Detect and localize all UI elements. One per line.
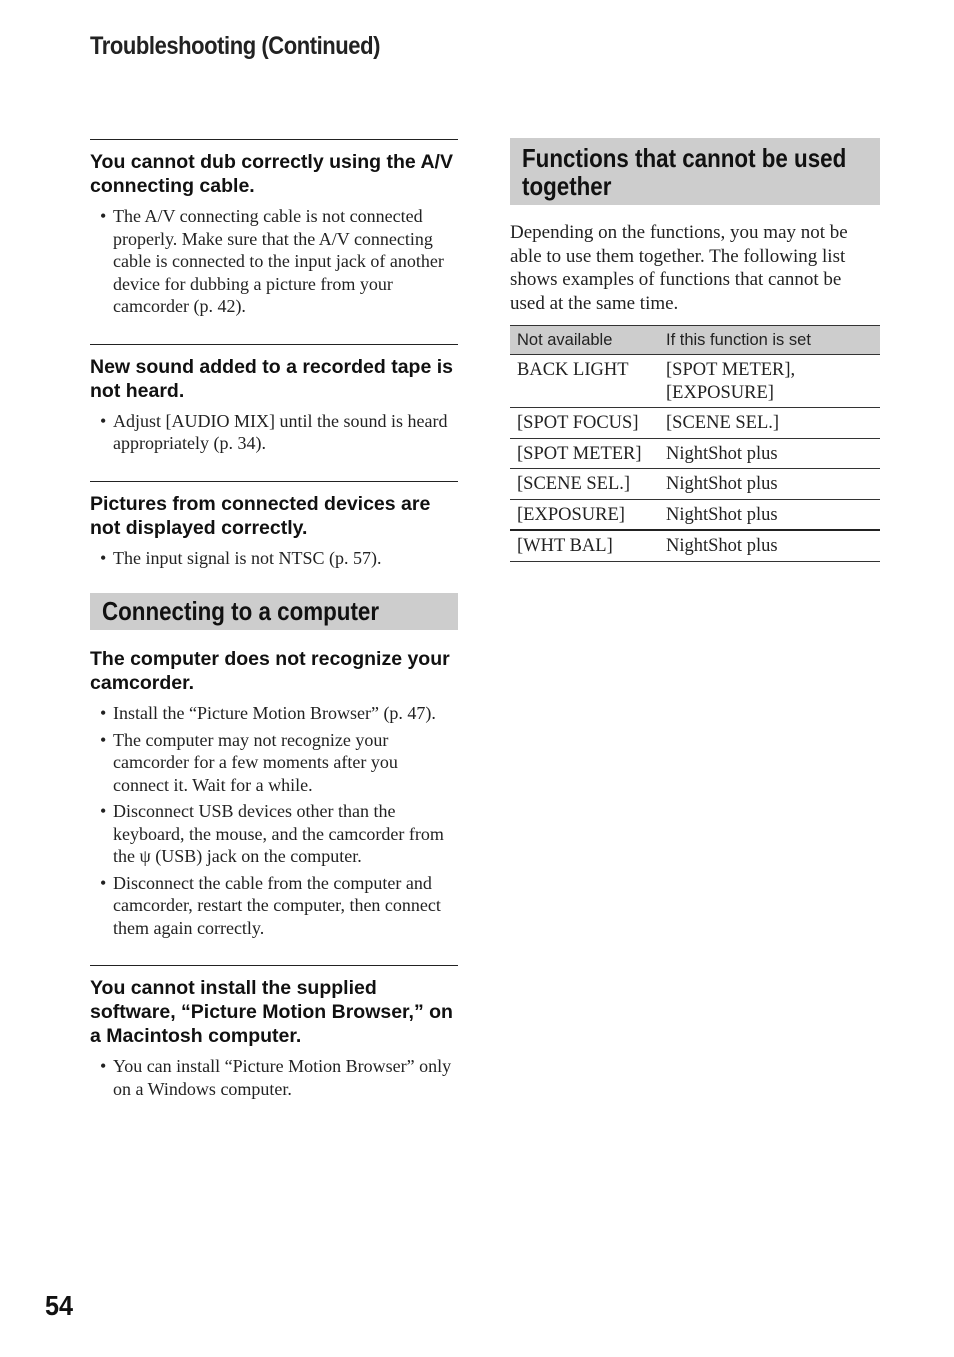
troubleshoot-item-computer xyxy=(90,630,458,939)
running-head: Troubleshooting (Continued) xyxy=(90,32,380,60)
section-heading-text: Functions that cannot be used together xyxy=(522,143,847,201)
answer-item: • Disconnect USB devices other than the keyboard, the mouse, and the camcorder from the ψ (USB) jack on the computer. xyxy=(113,800,458,868)
answer-list xyxy=(90,205,458,318)
intro-paragraph: Depending on the functions, you may not be able to use them together. The following list shows examples of functions that cannot be used at the same time. xyxy=(510,222,848,314)
table-row xyxy=(510,355,880,408)
cell-not-available: [SPOT METER] xyxy=(510,438,659,469)
cell-if-set: [SCENE SEL.] xyxy=(659,408,880,439)
cell-not-available: BACK LIGHT xyxy=(510,355,659,408)
table-header-row xyxy=(510,326,880,355)
question-heading: You cannot install the supplied software, “Picture Motion Browser,” on a Macintosh computer. xyxy=(90,977,453,1047)
cell-not-available: [EXPOSURE] xyxy=(510,499,659,530)
answer-item: • The computer may not recognize your camcorder for a few moments after you connect it. Wait for a while. xyxy=(113,729,458,797)
question-heading: New sound added to a recorded tape is not heard. xyxy=(90,355,453,402)
answer-item: • Install the “Picture Motion Browser” (p. 47). xyxy=(113,702,458,725)
answer-list xyxy=(90,410,458,455)
cell-if-set: NightShot plus xyxy=(659,469,880,500)
table-row xyxy=(510,469,880,500)
troubleshoot-item-pictures xyxy=(90,481,458,570)
cell-if-set: NightShot plus xyxy=(659,530,880,561)
right-column xyxy=(510,138,880,562)
answer-item: • You can install “Picture Motion Browser” only on a Windows computer. xyxy=(113,1055,458,1100)
page-number: 54 xyxy=(45,1290,74,1321)
column-header-not-available: Not available xyxy=(510,326,659,355)
answer-list xyxy=(90,1055,458,1100)
cell-if-set: NightShot plus xyxy=(659,438,880,469)
table-row xyxy=(510,530,880,561)
cell-not-available: [SPOT FOCUS] xyxy=(510,408,659,439)
troubleshoot-item-sound xyxy=(90,344,458,455)
answer-item: • The A/V connecting cable is not connected properly. Make sure that the A/V connecting cable is connected to the input jack of another device for dubbing a picture from your camcorder (p. 42). xyxy=(113,205,458,318)
answer-item: • Adjust [AUDIO MIX] until the sound is heard appropriately (p. 34). xyxy=(113,410,458,455)
troubleshoot-item-dubbing xyxy=(90,139,458,318)
section-heading-functions xyxy=(510,138,880,205)
cell-not-available: [WHT BAL] xyxy=(510,530,659,561)
question-heading: Pictures from connected devices are not displayed correctly. xyxy=(90,492,431,539)
answer-item: • Disconnect the cable from the computer and camcorder, restart the computer, then connect them again correctly. xyxy=(113,872,458,940)
left-column xyxy=(90,139,458,1104)
question-heading: You cannot dub correctly using the A/V connecting cable. xyxy=(90,151,453,197)
question-heading: The computer does not recognize your camcorder. xyxy=(90,648,450,694)
answer-list xyxy=(90,702,458,939)
table-row xyxy=(510,438,880,469)
troubleshoot-item-macintosh xyxy=(90,965,458,1100)
column-header-if-set: If this function is set xyxy=(659,326,880,355)
cell-if-set: NightShot plus xyxy=(659,499,880,530)
table-row xyxy=(510,408,880,439)
answer-item: • The input signal is not NTSC (p. 57). xyxy=(113,547,458,570)
table-row xyxy=(510,499,880,530)
functions-table xyxy=(510,325,880,562)
cell-if-set: [SPOT METER], [EXPOSURE] xyxy=(659,355,880,408)
section-heading-connecting xyxy=(90,593,458,630)
section-heading-text: Connecting to a computer xyxy=(102,596,380,626)
answer-list xyxy=(90,547,458,570)
cell-not-available: [SCENE SEL.] xyxy=(510,469,659,500)
